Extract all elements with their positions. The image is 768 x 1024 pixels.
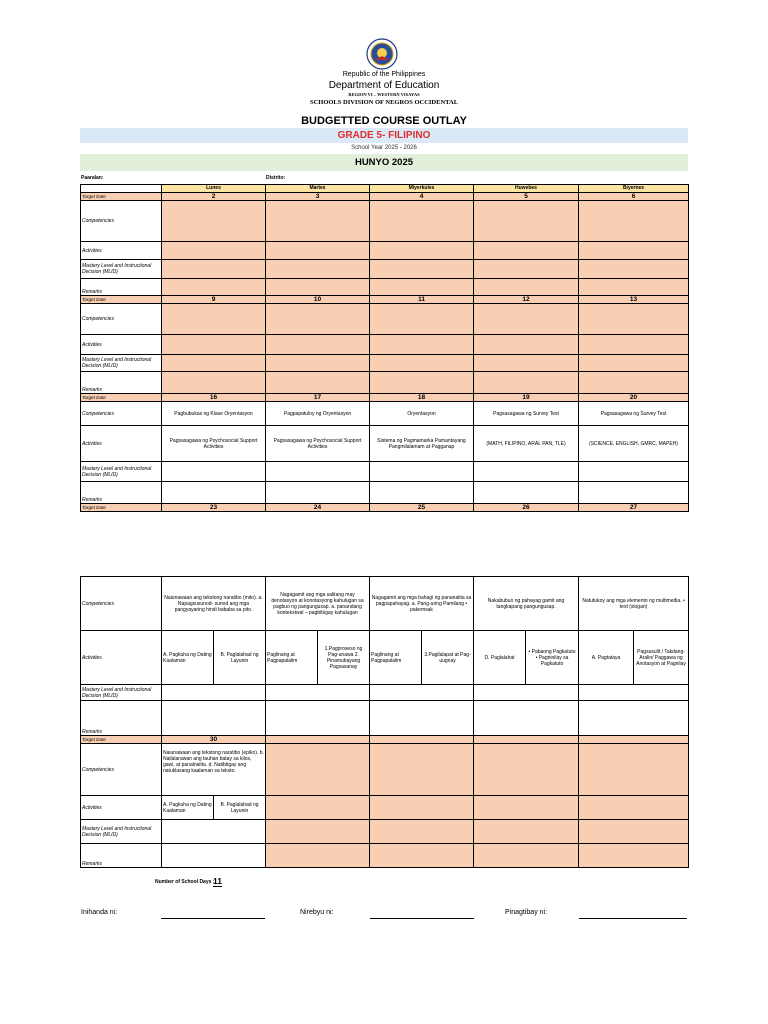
grade-banner: GRADE 5- FILIPINO bbox=[80, 128, 688, 143]
remarks-cell[interactable] bbox=[266, 844, 370, 868]
activity-cell[interactable]: B. Paglalahad ng Layunin bbox=[214, 631, 266, 685]
remarks-label: Remarks bbox=[81, 701, 162, 736]
date-cell: 19 bbox=[474, 394, 579, 402]
competency-cell[interactable] bbox=[474, 744, 579, 796]
month-banner: HUNYO 2025 bbox=[80, 154, 688, 171]
date-cell: 10 bbox=[266, 296, 370, 304]
remarks-cell[interactable] bbox=[266, 701, 370, 736]
mastery-cell[interactable] bbox=[162, 355, 266, 372]
remarks-cell[interactable] bbox=[162, 701, 266, 736]
competency-cell[interactable]: Nagagamit ang mga bahagi ng pananalita sa pagpapahayag. a. Pang-uring Pamilang • pakemsak bbox=[370, 577, 474, 631]
remarks-cell[interactable] bbox=[162, 372, 266, 394]
date-cell: 2 bbox=[162, 193, 266, 201]
mastery-cell[interactable] bbox=[266, 820, 370, 844]
remarks-cell[interactable] bbox=[162, 482, 266, 504]
activity-cell[interactable] bbox=[474, 796, 579, 820]
competency-cell[interactable]: Nagagamit ang mga salitang may denotasyon at konotasyong kahulugan sa pagbuo ng pangungusap. a. panandang kontekstwal – pagbibigay kahulugan bbox=[266, 577, 370, 631]
division-text: SCHOOLS DIVISION OF NEGROS OCCIDENTAL bbox=[309, 99, 459, 106]
mastery-row bbox=[81, 820, 689, 844]
pinagtibay-label: Pinagtibay ni: bbox=[505, 909, 548, 916]
activity-cell[interactable] bbox=[579, 335, 689, 355]
mastery-cell[interactable] bbox=[266, 462, 370, 482]
mastery-row bbox=[81, 462, 689, 482]
competency-cell[interactable] bbox=[370, 201, 474, 242]
remarks-cell[interactable] bbox=[162, 279, 266, 296]
remarks-cell[interactable] bbox=[370, 844, 474, 868]
date-cell: 5 bbox=[474, 193, 579, 201]
nirebyu-label: Nirebyu ni: bbox=[300, 909, 334, 916]
activity-cell[interactable]: Pagsasagawa ng Psychosocial Support Activities bbox=[266, 426, 370, 462]
date-cell: 18 bbox=[370, 394, 474, 402]
target-date-label: Target Date bbox=[81, 193, 162, 201]
competency-cell[interactable] bbox=[162, 304, 266, 335]
activity-cell[interactable]: B. Paglalahad ng Layunin bbox=[214, 796, 266, 820]
activity-cell[interactable] bbox=[370, 242, 474, 260]
page-title: BUDGETTED COURSE OUTLAY bbox=[301, 115, 467, 127]
remarks-cell[interactable] bbox=[370, 372, 474, 394]
remarks-cell[interactable] bbox=[474, 844, 579, 868]
activity-cell[interactable]: Paglinang at Pagpapalalim bbox=[266, 631, 318, 685]
competency-cell[interactable] bbox=[579, 744, 689, 796]
remarks-label: Remarks bbox=[81, 844, 162, 868]
mastery-cell[interactable] bbox=[474, 685, 579, 701]
mastery-row bbox=[81, 355, 689, 372]
competencies-label: Competencies bbox=[81, 402, 162, 426]
activity-cell[interactable]: A. Pagtataya bbox=[579, 631, 634, 685]
remarks-cell[interactable] bbox=[266, 279, 370, 296]
date-cell: 3 bbox=[266, 193, 370, 201]
competencies-row bbox=[81, 577, 689, 631]
activity-cell[interactable] bbox=[162, 242, 266, 260]
activity-cell[interactable]: A. Pagkuha ng Dating Kaalaman bbox=[162, 631, 214, 685]
competency-cell[interactable] bbox=[579, 201, 689, 242]
remarks-cell[interactable] bbox=[266, 372, 370, 394]
competency-cell[interactable] bbox=[474, 304, 579, 335]
competency-cell[interactable] bbox=[266, 304, 370, 335]
competency-cell[interactable] bbox=[162, 201, 266, 242]
remarks-row bbox=[81, 701, 689, 736]
activities-label: Activities bbox=[81, 631, 162, 685]
activity-cell[interactable]: Sistema ng Pagmamarka Pamantayang Pangmilalamam at Pagganap bbox=[370, 426, 474, 462]
activity-cell[interactable] bbox=[162, 335, 266, 355]
mastery-cell[interactable] bbox=[162, 685, 266, 701]
activity-cell[interactable]: Pagsasagawa ng Psychosocial Support Activities bbox=[162, 426, 266, 462]
competency-cell[interactable]: Pagpapatuloy ng Oryentasyon bbox=[266, 402, 370, 426]
day-miyerkules: Miyerkules bbox=[370, 185, 474, 193]
school-days-value: 11 bbox=[213, 876, 222, 886]
remarks-cell[interactable] bbox=[579, 701, 689, 736]
activity-cell[interactable]: Paglinang at Pagpapalalim bbox=[370, 631, 422, 685]
competency-cell[interactable] bbox=[370, 744, 474, 796]
school-year-text: School Year 2025 - 2026 bbox=[351, 145, 417, 151]
target-date-row bbox=[81, 193, 689, 201]
competency-cell[interactable] bbox=[370, 304, 474, 335]
activity-cell[interactable] bbox=[266, 242, 370, 260]
activities-label: Activities bbox=[81, 426, 162, 462]
mastery-cell[interactable] bbox=[370, 355, 474, 372]
mastery-cell[interactable] bbox=[579, 355, 689, 372]
mastery-cell[interactable] bbox=[370, 685, 474, 701]
competencies-row bbox=[81, 304, 689, 335]
activities-row bbox=[81, 426, 689, 462]
remarks-label: Remarks bbox=[81, 482, 162, 504]
remarks-cell[interactable] bbox=[474, 279, 579, 296]
region-text: REGION VI – WESTERN VISAYAS bbox=[348, 92, 420, 97]
nirebyu-signature-line[interactable] bbox=[370, 918, 474, 919]
activity-cell[interactable] bbox=[474, 335, 579, 355]
remarks-cell[interactable] bbox=[474, 701, 579, 736]
mastery-cell[interactable] bbox=[474, 355, 579, 372]
competency-cell[interactable]: Pagsasagawa ng Survey Test bbox=[474, 402, 579, 426]
date-cell: 27 bbox=[579, 504, 689, 512]
continuation-table bbox=[80, 576, 689, 868]
distrito-label: Distrito: bbox=[266, 175, 286, 181]
remarks-cell[interactable] bbox=[370, 701, 474, 736]
competencies-label: Competencies bbox=[81, 577, 162, 631]
remarks-cell[interactable] bbox=[579, 372, 689, 394]
mastery-cell[interactable] bbox=[474, 820, 579, 844]
date-cell: 9 bbox=[162, 296, 266, 304]
competencies-row bbox=[81, 744, 689, 796]
date-cell: 11 bbox=[370, 296, 474, 304]
remarks-row bbox=[81, 844, 689, 868]
day-header-row bbox=[81, 185, 689, 193]
activity-cell[interactable]: 1.Pagproseso ng Pag-unawa 2. Pinamubayang Pagsasanay bbox=[318, 631, 370, 685]
activity-cell[interactable] bbox=[266, 796, 370, 820]
mastery-cell[interactable] bbox=[266, 355, 370, 372]
competency-cell[interactable] bbox=[474, 201, 579, 242]
competencies-label: Competencies bbox=[81, 201, 162, 242]
competency-cell[interactable]: Pagsasagawa ng Survey Test bbox=[579, 402, 689, 426]
weekly-table bbox=[80, 184, 689, 512]
target-date-label: Target Date bbox=[81, 504, 162, 512]
target-date-label: Target Date bbox=[81, 736, 162, 744]
mastery-cell[interactable] bbox=[474, 462, 579, 482]
remarks-cell[interactable] bbox=[474, 372, 579, 394]
activity-cell[interactable]: D. Paglalahat bbox=[474, 631, 526, 685]
mastery-cell[interactable] bbox=[370, 462, 474, 482]
mastery-cell[interactable] bbox=[579, 685, 689, 701]
remarks-cell[interactable] bbox=[579, 844, 689, 868]
activity-cell[interactable] bbox=[579, 796, 689, 820]
competency-cell[interactable]: Nakabubuo ng pahayag gamit ang tangkapang pangungusap. bbox=[474, 577, 579, 631]
competency-cell[interactable] bbox=[266, 201, 370, 242]
activity-cell[interactable]: A. Pagkuha ng Dating Kaalaman bbox=[162, 796, 214, 820]
target-date-row bbox=[81, 736, 689, 744]
date-cell: 30 bbox=[162, 736, 266, 744]
mastery-cell[interactable] bbox=[370, 260, 474, 279]
competency-cell[interactable] bbox=[579, 304, 689, 335]
mastery-cell[interactable] bbox=[162, 820, 266, 844]
activities-row bbox=[81, 335, 689, 355]
mastery-cell[interactable] bbox=[266, 260, 370, 279]
mastery-row bbox=[81, 260, 689, 279]
day-martes: Martes bbox=[266, 185, 370, 193]
competency-cell[interactable]: Oryentasyon bbox=[370, 402, 474, 426]
competencies-row bbox=[81, 402, 689, 426]
date-cell: 25 bbox=[370, 504, 474, 512]
activity-cell[interactable] bbox=[266, 335, 370, 355]
deped-seal-icon bbox=[366, 38, 398, 70]
date-cell: 13 bbox=[579, 296, 689, 304]
date-cell: 6 bbox=[579, 193, 689, 201]
target-date-label: Target Date bbox=[81, 394, 162, 402]
remarks-cell[interactable] bbox=[579, 279, 689, 296]
remarks-cell[interactable] bbox=[474, 482, 579, 504]
date-cell: 17 bbox=[266, 394, 370, 402]
inihanda-label: Inihanda ni: bbox=[81, 909, 118, 916]
activities-label: Activities bbox=[81, 242, 162, 260]
activity-cell[interactable]: (MATH, FILIPINO, ARAL PAN, TLE) bbox=[474, 426, 579, 462]
target-date-row bbox=[81, 296, 689, 304]
remarks-cell[interactable] bbox=[370, 482, 474, 504]
activity-cell[interactable]: (SCIENCE, ENGLISH, GMRC, MAPEH) bbox=[579, 426, 689, 462]
mastery-cell[interactable] bbox=[474, 260, 579, 279]
date-cell: 16 bbox=[162, 394, 266, 402]
activity-cell[interactable] bbox=[474, 242, 579, 260]
mastery-label: Mastery Level and Instructional Decision (MLID) bbox=[81, 260, 162, 279]
remarks-cell[interactable] bbox=[162, 844, 266, 868]
pinagtibay-signature-line[interactable] bbox=[579, 918, 687, 919]
school-days-label: Number of School Days : bbox=[155, 879, 215, 885]
mastery-cell[interactable] bbox=[579, 462, 689, 482]
activities-row bbox=[81, 631, 689, 685]
remarks-cell[interactable] bbox=[579, 482, 689, 504]
competency-cell[interactable]: Natutukoy ang mga elemento ng multimedia. • text (slogan) bbox=[579, 577, 689, 631]
target-date-row bbox=[81, 504, 689, 512]
competencies-row bbox=[81, 201, 689, 242]
activity-cell[interactable] bbox=[370, 335, 474, 355]
activity-cell[interactable]: 3.Pagilalapat at Pag-uugnay bbox=[422, 631, 474, 685]
activities-label: Activities bbox=[81, 796, 162, 820]
date-cell: 24 bbox=[266, 504, 370, 512]
activities-row bbox=[81, 242, 689, 260]
mastery-cell[interactable] bbox=[370, 820, 474, 844]
competency-cell[interactable] bbox=[266, 744, 370, 796]
day-biyernes: Biyernes bbox=[579, 185, 689, 193]
activities-label: Activities bbox=[81, 335, 162, 355]
date-cell: 20 bbox=[579, 394, 689, 402]
day-lunes: Lunes bbox=[162, 185, 266, 193]
remarks-cell[interactable] bbox=[266, 482, 370, 504]
remarks-row bbox=[81, 279, 689, 296]
competency-cell[interactable]: Naiunawaan ang tekstong naratibo (epiko). b. Nailalarawan ang tauhan batay sa kilos, gawi, at panalnalita. d. Natibtigay ang natuklasang kaalaman sa teksto. bbox=[162, 744, 266, 796]
activity-cell[interactable] bbox=[370, 796, 474, 820]
republic-text: Republic of the Philippines bbox=[342, 71, 426, 78]
date-cell: 23 bbox=[162, 504, 266, 512]
remarks-label: Remarks bbox=[81, 279, 162, 296]
activity-cell[interactable] bbox=[579, 242, 689, 260]
target-date-label: Target Date bbox=[81, 296, 162, 304]
mastery-cell[interactable] bbox=[266, 685, 370, 701]
target-date-row bbox=[81, 394, 689, 402]
remarks-cell[interactable] bbox=[370, 279, 474, 296]
mastery-label: Mastery Level and Instructional Decision (MLID) bbox=[81, 820, 162, 844]
paaralan-label: Paaralan: bbox=[81, 175, 104, 181]
mastery-label: Mastery Level and Instructional Decision (MLID) bbox=[81, 685, 162, 701]
day-huwebes: Huwebes bbox=[474, 185, 579, 193]
competencies-label: Competencies bbox=[81, 304, 162, 335]
date-cell: 26 bbox=[474, 504, 579, 512]
mastery-row bbox=[81, 685, 689, 701]
date-cell: 12 bbox=[474, 296, 579, 304]
mastery-cell[interactable] bbox=[579, 260, 689, 279]
activity-cell[interactable]: • Pabaong Pagkatuto • Pagninilay sa Pagkatuto bbox=[526, 631, 579, 685]
activity-cell[interactable]: Pagsusulit / Takdang-Aralin/ Paggawa ng Anotasyon at Pagnilay bbox=[634, 631, 689, 685]
mastery-cell[interactable] bbox=[579, 820, 689, 844]
mastery-cell[interactable] bbox=[162, 462, 266, 482]
remarks-row bbox=[81, 482, 689, 504]
mastery-label: Mastery Level and Instructional Decision (MLID) bbox=[81, 462, 162, 482]
remarks-row bbox=[81, 372, 689, 394]
competencies-label: Competencies bbox=[81, 744, 162, 796]
date-cell: 4 bbox=[370, 193, 474, 201]
competency-cell[interactable]: Pagbubukas ng Klase Oryentasyon bbox=[162, 402, 266, 426]
department-text: Department of Education bbox=[328, 80, 440, 91]
inihanda-signature-line[interactable] bbox=[161, 918, 265, 919]
activities-row bbox=[81, 796, 689, 820]
competency-cell[interactable]: Naiunawaan ang tekstong naratibo (mito). a. Napagsusunod- sunod ang mga pangyayaring hindi bababa sa pito. bbox=[162, 577, 266, 631]
mastery-label: Mastery Level and Instructional Decision (MLID) bbox=[81, 355, 162, 372]
mastery-cell[interactable] bbox=[162, 260, 266, 279]
remarks-label: Remarks bbox=[81, 372, 162, 394]
